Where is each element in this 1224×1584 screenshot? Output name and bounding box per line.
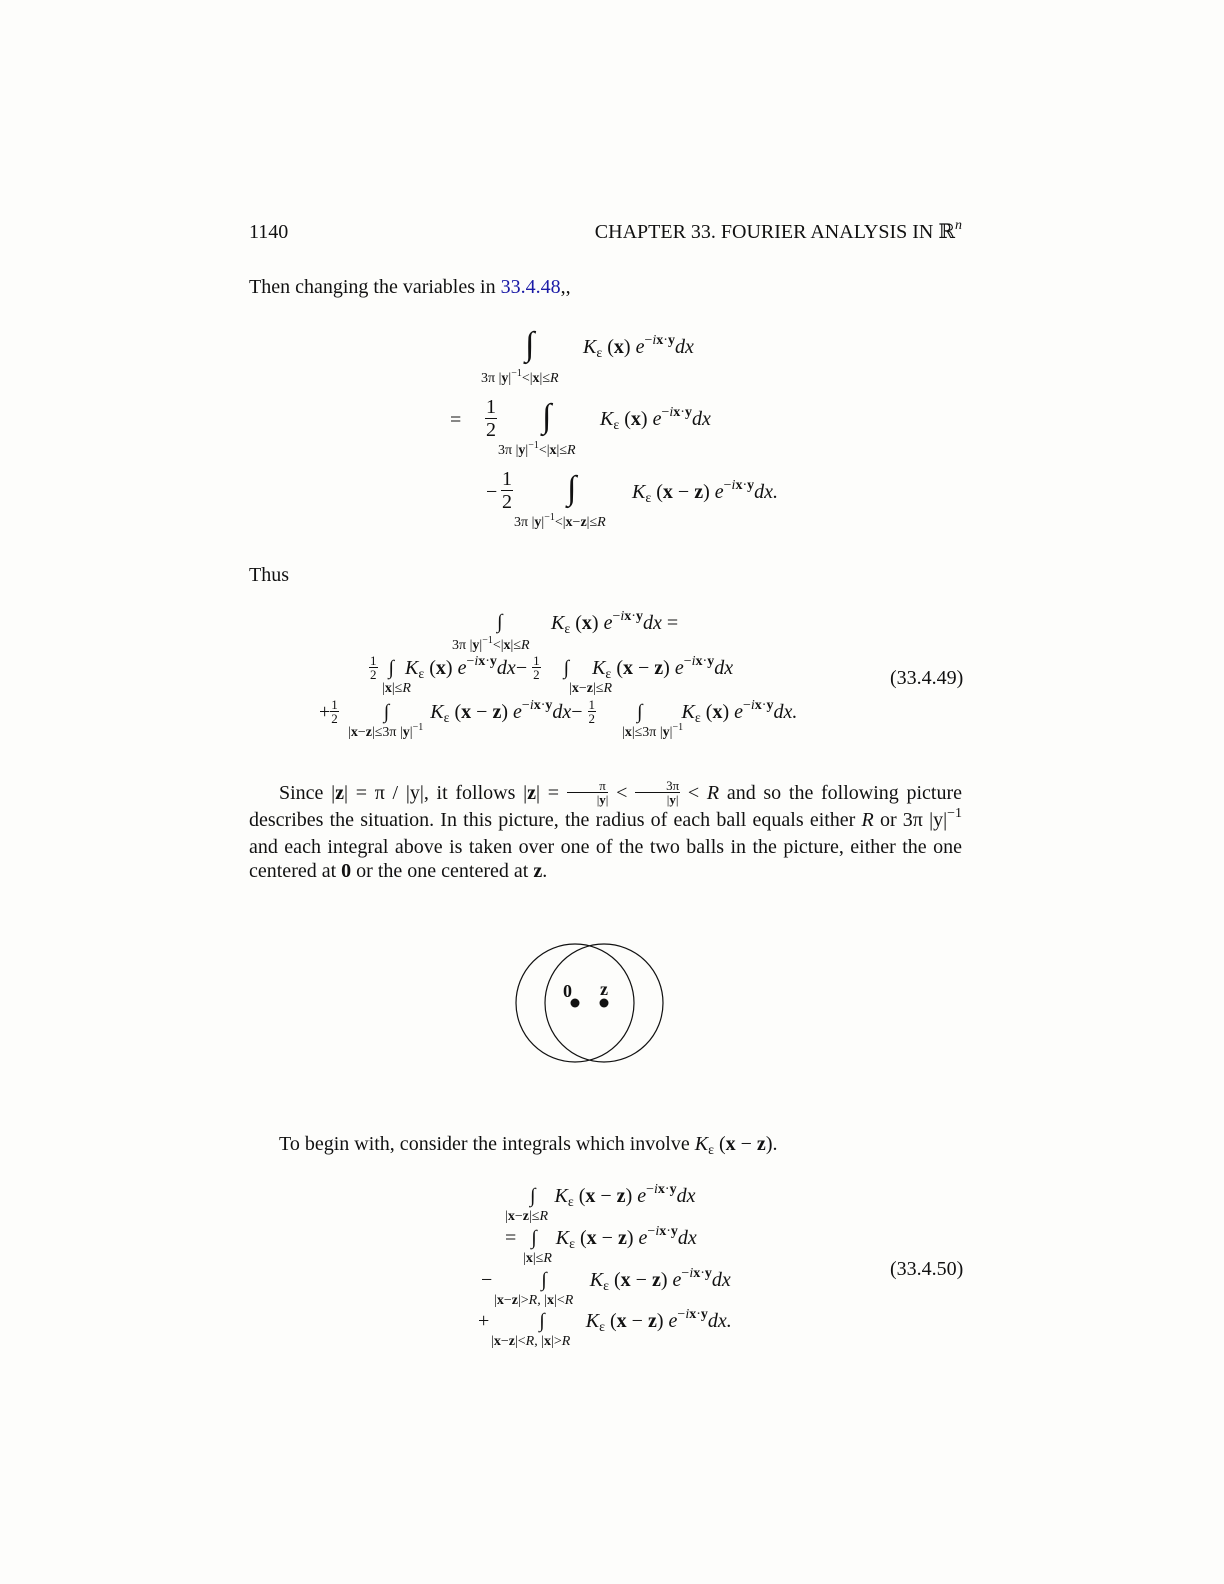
integrand: $K_\varepsilon$ (x) $e^{-ix\cdot y}dx$ = — [551, 609, 679, 637]
equation-line: ∫ $K_\varepsilon$ (x − z) $e^{-ix\cdot y}dx$ — [530, 1182, 696, 1210]
integral-sign: ∫ — [567, 470, 577, 507]
z-label: z — [600, 979, 608, 999]
integral-limit: |x−z|≤R — [505, 1209, 548, 1224]
equation-line: = ∫ $K_\varepsilon$ (x − z) $e^{-ix\cdot y}dx$ — [505, 1224, 697, 1252]
integral-sign: ∫ — [525, 326, 535, 363]
dimension-n: n — [955, 218, 962, 233]
thus-text: Thus — [249, 564, 289, 586]
fraction-half: 1 2 — [502, 468, 512, 513]
intro-punct: ,, — [560, 276, 571, 298]
integral-limit: 3π $|y|^{-1}<|x|\le R$ — [498, 440, 576, 458]
chapter-title: CHAPTER 33. FOURIER ANALYSIS IN — [594, 221, 939, 243]
equation-line: + $\frac{1}{2}$ ∫ $K_\varepsilon$ (x − z) $e^{-ix\cdot y}dx-$ $\frac{1}{2}$ ∫ $K_\varepsilon$ (x) $e^{-ix\cdot y}dx$. — [319, 697, 798, 727]
integral-limit: 3π $|y|^{-1}<|x|\le R$ — [452, 635, 530, 653]
running-header — [595, 220, 962, 247]
integral-limit: |x−z|>R, |x|<R — [494, 1293, 574, 1308]
integrand: $K_\varepsilon$ (x) $e^{-ix\cdot y}dx$ — [583, 333, 694, 361]
integral-limit: |x|≤R — [382, 681, 411, 696]
paragraph — [249, 778, 963, 883]
equation-line: + ∫ $K_\varepsilon$ (x − z) $e^{-ix\cdot y}dx$. — [478, 1307, 732, 1335]
equation-number: (33.4.50) — [890, 1258, 964, 1280]
integrand: $K_\varepsilon$ (x − z) $e^{-ix\cdot y}dx$. — [632, 478, 778, 506]
origin-label: 0 — [563, 981, 572, 1001]
z-point — [600, 999, 609, 1008]
integrand: $K_\varepsilon$ (x) $e^{-ix\cdot y}dx$ — [600, 405, 711, 433]
equation-ref-link[interactable]: 33.4.48 — [500, 276, 561, 298]
fraction-half: 1 2 — [486, 396, 496, 441]
integral-sign: ∫ — [542, 398, 552, 435]
begin-sentence: To begin with, consider the integrals which involve $K_\varepsilon$ (x − z). — [279, 1133, 778, 1158]
equation-line: $\frac{1}{2}$ ∫ $K_\varepsilon$ (x) $e^{-ix\cdot y}dx-$ $\frac{1}{2}$ ∫ $K_\varepsilon$ (x − z) $e^{-ix\cdot y}dx$ — [370, 653, 734, 683]
integral-limit: |x−z|≤3π $|y|^{-1}$ — [348, 722, 424, 740]
intro-sentence — [249, 275, 571, 299]
equals-sign: = — [450, 409, 462, 431]
integral-limit: |x|≤R — [523, 1251, 552, 1266]
minus-sign: − — [486, 481, 498, 503]
integral-limit: |x−z|≤R — [569, 681, 612, 696]
integral-sign: ∫ — [497, 611, 503, 633]
integral-limit: 3π $|y|^{-1}<|x|\le R$ — [481, 368, 559, 386]
integral-limit: 3π $|y|^{-1}<|x-z|\le R$ — [514, 512, 606, 530]
two-balls-figure — [505, 935, 675, 1070]
paragraph-text: Since |z| = π / |y|, it follows |z| = $\frac{\pi}{|y|}$ < $\frac{3\pi}{|y|}$ < R and so the following picture describes the situation. In this picture, the radius of each ball equals either R or 3π $|y|^{-1}$ and each integral above is taken over one of the two balls in the picture, either the one centered at 0 or the one centered at z. — [249, 778, 963, 882]
equation-number: (33.4.49) — [890, 667, 964, 689]
integral-limit: |x−z|<R, |x|>R — [491, 1334, 571, 1349]
page-number: 1140 — [249, 221, 289, 243]
intro-text: Then changing the variables in — [249, 276, 501, 298]
reals-symbol: ℝ — [938, 221, 955, 243]
integral-limit: |x|≤3π $|y|^{-1}$ — [622, 722, 684, 740]
equation-line: − ∫ $K_\varepsilon$ (x − z) $e^{-ix\cdot y}dx$ — [481, 1266, 731, 1294]
